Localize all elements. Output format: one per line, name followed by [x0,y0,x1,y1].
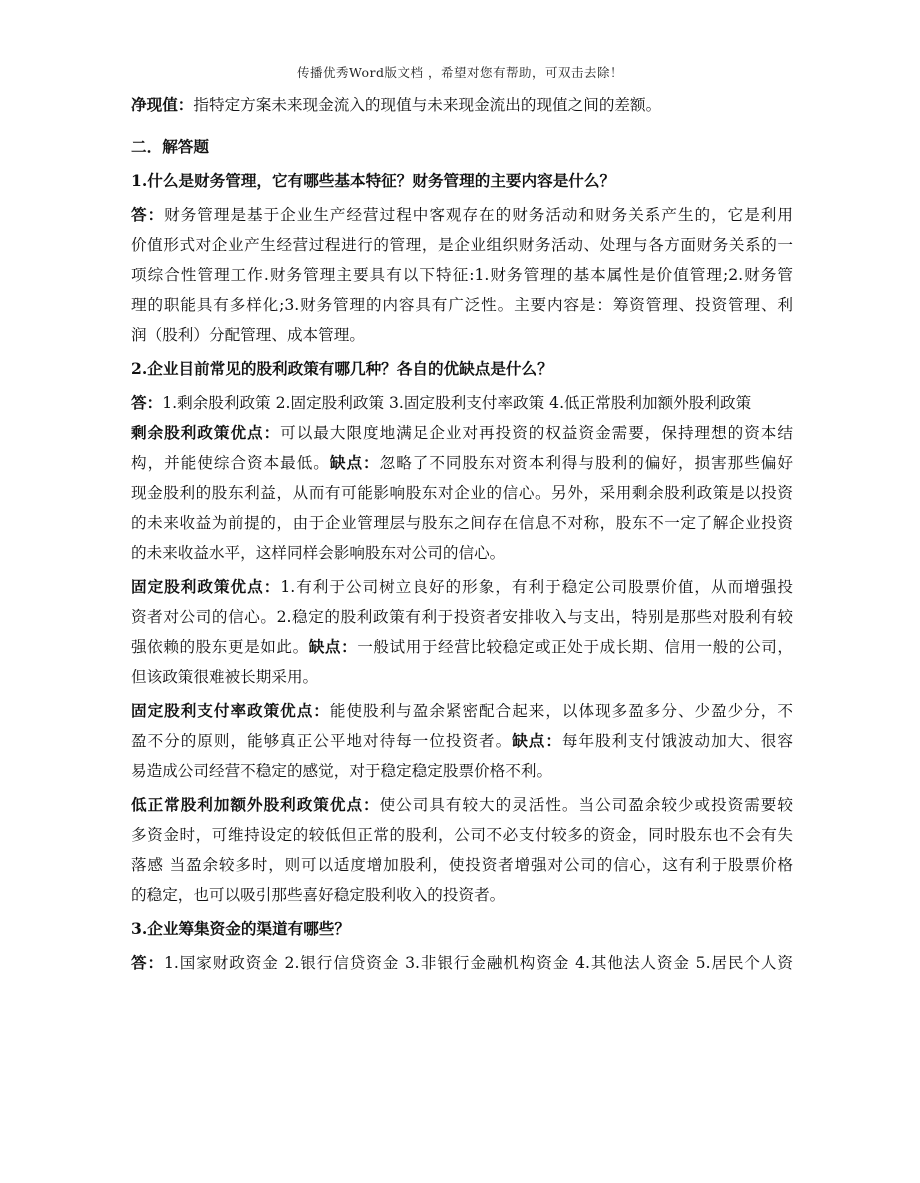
document-body [131,90,793,978]
question-1: 1.什么是财务管理，它有哪些基本特征？财务管理的主要内容是什么？ [131,171,616,190]
policy-fixed-payout-ratio: 固定股利支付率政策优点：能使股利与盈余紧密配合起来，以体现多盈多分、少盈少分，不 盈不分的原则，能够真正公平地对待每一位投资者。缺点：每年股利支付饿波动加大、很容 易造成公司经营不稳定的感觉，对于稳定稳定股票价格不利。 [131,701,793,780]
policy-label: 固定股利支付率政策优点： [131,701,330,720]
definition-term: 净现值： [131,95,194,114]
answer-3: 答：1.国家财政资金 2.银行信贷资金 3.非银行金融机构资金 4.其他法人资金 5.居民个人资 [131,953,793,972]
answer-label: 答： [131,205,165,224]
definition-text: 指特定方案未来现金流入的现值与未来现金流出的现值之间的差额。 [193,96,662,114]
policy-label: 剩余股利政策优点： [131,423,281,442]
question-2: 2.企业目前常见的股利政策有哪几种？各自的优缺点是什么？ [131,359,553,378]
answer-1-line: 项综合性管理工作.财务管理主要具有以下特征:1.财务管理的基本属性是价值管理;2.财务管 [131,266,793,284]
answer-label: 答： [131,393,163,412]
answer-1-line: 价值形式对企业产生经营过程进行的管理，是企业组织财务活动、处理与各方面财务关系的一 [131,236,793,254]
defect-label: 缺点： [512,731,562,750]
section-title: 二．解答题 [131,137,209,156]
policy-low-regular-plus-extra: 低正常股利加额外股利政策优点：使公司具有较大的灵活性。当公司盈余较少或投资需要较 多资金时，可维持设定的较低但正常的股利，公司不必支付较多的资金，同时股东也不会有失 落感 当盈余较多时，则可以适度增加股利，使投资者增强对公司的信心，这有利于股票价格 的稳定，也可以吸引那些喜好稳定股利收入的投资者。 [131,795,793,904]
policy-residual: 剩余股利政策优点：可以最大限度地满足企业对再投资的权益资金需要，保持理想的资本结 构，并能使综合资本最低。缺点：忽略了不同股东对资本利得与股利的偏好，损害那些偏好 现金股利的股东利益，从而有可能影响股东对企业的信心。另外，采用剩余股利政策是以投资 的未来收益为前提的，由于企业管理层与股东之间存在信息不对称，股东不一定了解企业投资 的未来收益水平，这样同样会影响股东对公司的信心。 [131,423,793,562]
answer-2-summary: 答：1.剩余股利政策 2.固定股利政策 3.固定股利支付率政策 4.低正常股利加额外股利政策 [131,393,752,412]
answer-1 [131,200,793,350]
policy-fixed: 固定股利政策优点：1.有利于公司树立良好的形象，有利于稳定公司股票价值，从而增强投 资者对公司的信心。2.稳定的股利政策有利于投资者安排收入与支出，特别是那些对股利有较 强依赖的股东更是如此。缺点：一般试用于经营比较稳定或正处于成长期、信用一般的公司， 但该政策很难被长期采用。 [131,577,793,686]
answer-label: 答： [131,953,164,972]
definition-net-present-value [131,90,793,120]
header-note: 传播优秀Word版文档 ，希望对您有帮助，可双击去除！ [297,65,623,80]
answer-1-line: 润（股利）分配管理、成本管理。 [131,326,365,344]
defect-label: 缺点： [308,637,358,656]
answer-1-line: 理的职能具有多样化;3.财务管理的内容具有广泛性。主要内容是：筹资管理、投资管理、利 [131,296,793,314]
policy-label: 固定股利政策优点： [131,577,281,596]
question-3: 3.企业筹集资金的渠道有哪些？ [131,919,350,938]
defect-label: 缺点： [329,453,380,472]
policy-label: 低正常股利加额外股利政策优点： [131,795,380,814]
answer-1-line: 答：财务管理是基于企业生产经营过程中客观存在的财务活动和财务关系产生的，它是利用 [131,205,793,224]
